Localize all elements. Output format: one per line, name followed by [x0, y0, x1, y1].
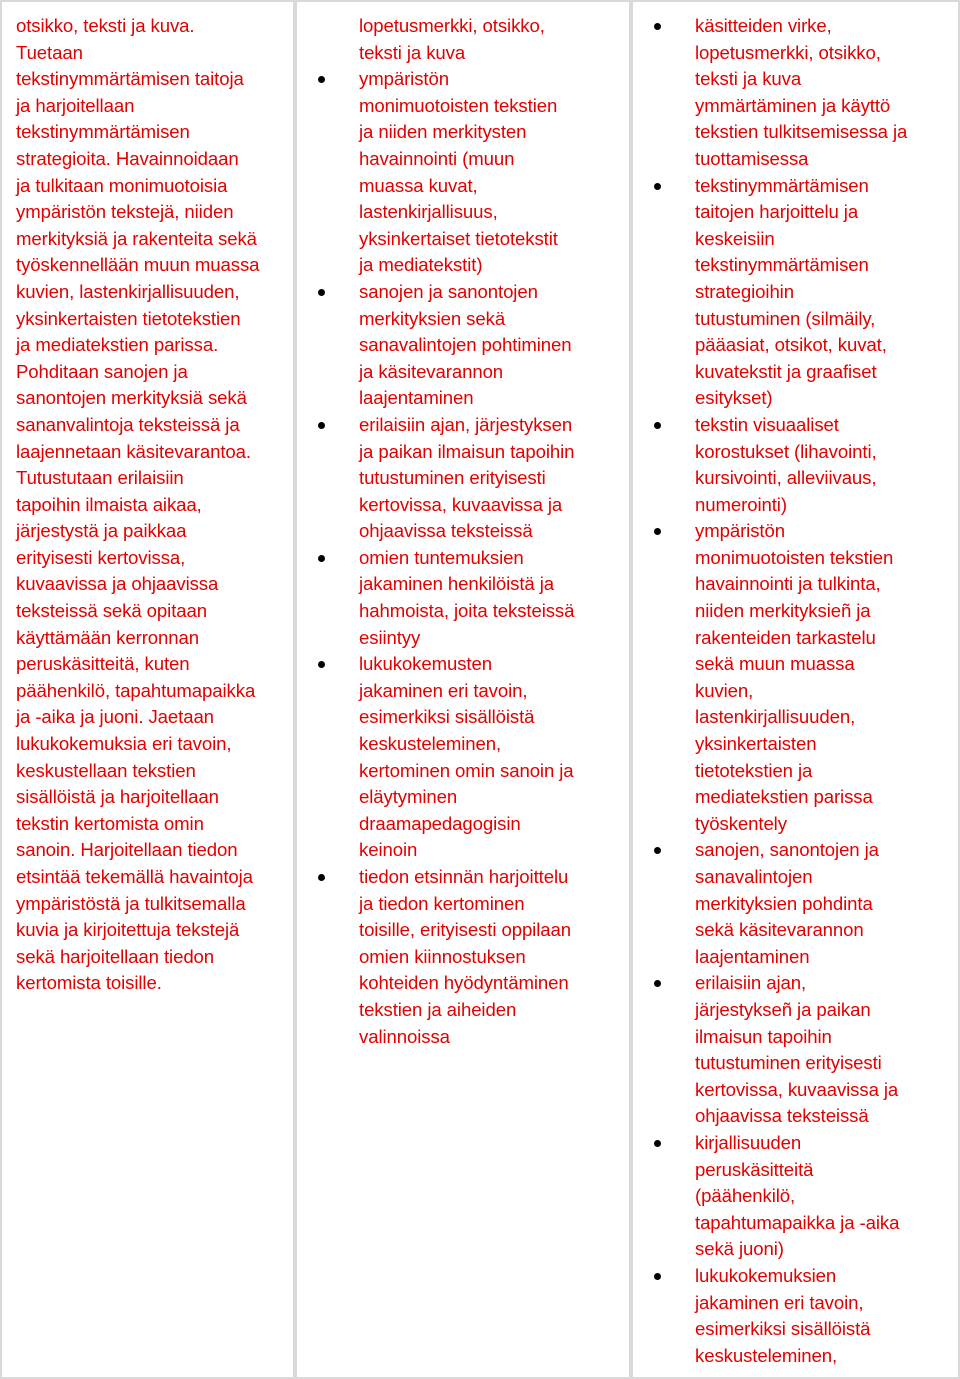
list-item: ympäristön monimuotoisten tekstien havainnointi ja tulkinta, niiden merkityksieñ ja rakenteiden tarkastelu sekä muun muassa kuvien, lastenkirjallisuuden, yksinkertaisten tietotekstien ja mediatekstien parissa työskentely	[645, 518, 952, 837]
list-item: kirjallisuuden peruskäsitteitä (päähenkilö, tapahtumapaikka ja -aika sekä juoni)	[645, 1130, 952, 1263]
list-item: lukukokemuksien jakaminen eri tavoin, esimerkiksi sisällöistä keskusteleminen,	[645, 1263, 952, 1369]
column-1-description	[2, 2, 293, 1377]
list-item: tekstin visuaaliset korostukset (lihavointi, kursivointi, alleviivaus, numerointi)	[645, 412, 952, 518]
list-item: erilaisiin ajan, järjestykseñ ja paikan ilmaisun tapoihin tutustuminen erityisesti kertovissa, kuvaavissa ja ohjaavissa teksteissä	[645, 970, 952, 1130]
column-3-content-list	[629, 2, 958, 1377]
list-item: ympäristön monimuotoisten tekstien ja niiden merkitysten havainnointi (muun muassa kuvat, lastenkirjallisuus, yksinkertaiset tietotekstit ja mediatekstit)	[309, 66, 621, 279]
continuation-text: lopetusmerkki, otsikko, teksti ja kuva	[359, 15, 545, 63]
list-item: erilaisiin ajan, järjestyksen ja paikan ilmaisun tapoihin tutustuminen erityisesti kertovissa, kuvaavissa ja ohjaavissa teksteissä	[309, 412, 621, 545]
description-paragraph: otsikko, teksti ja kuva. Tuetaan tekstinymmärtämisen taitoja ja harjoitellaan tekstinymmärtämisen strategioita. Havainnoidaan ja tulkitaan monimuotoisia ympäristön tekstejä, niiden merkityksiä ja rakenteita sekä työskennellään muun muassa kuvien, lastenkirjallisuuden, yksinkertaisten tietotekstien ja mediatekstien parissa. Pohditaan sanojen ja sanontojen merkityksiä sekä sananvalintoja teksteissä ja laajennetaan käsitevarantoa. Tutustutaan erilaisiin tapoihin ilmaista aikaa, järjestystä ja paikkaa erityisesti kertovissa, kuvaavissa ja ohjaavissa teksteissä sekä opitaan käyttämään kerronnan peruskäsitteitä, kuten päähenkilö, tapahtumapaikka ja -aika ja juoni. Jaetaan lukukokemuksia eri tavoin, keskustellaan tekstien sisällöistä ja harjoitellaan tekstin kertomista omin sanoin. Harjoitellaan tiedon etsintää tekemällä havaintoja ympäristöstä ja tulkitsemalla kuvia ja kirjoitettuja tekstejä sekä harjoitellaan tiedon kertomista toisille.	[16, 15, 260, 994]
column-2-content-list	[293, 2, 629, 1377]
list-item: käsitteiden virke, lopetusmerkki, otsikko, teksti ja kuva ymmärtäminen ja käyttö tekstien tulkitsemisessa ja tuottamisessa	[645, 13, 952, 173]
list-item: lukukokemusten jakaminen eri tavoin, esimerkiksi sisällöistä keskusteleminen, kertominen omin sanoin ja eläytyminen draamapedagogisin keinoin	[309, 651, 621, 864]
list-item: tiedon etsinnän harjoittelu ja tiedon kertominen toisille, erityisesti oppilaan omien kiinnostuksen kohteiden hyödyntäminen tekstien ja aiheiden valinnoissa	[309, 864, 621, 1050]
bullet-list	[645, 13, 952, 1369]
list-item: omien tuntemuksien jakaminen henkilöistä ja hahmoista, joita teksteissä esiintyy	[309, 545, 621, 651]
bullet-list	[309, 66, 621, 1050]
list-item: tekstinymmärtämisen taitojen harjoittelu ja keskeisiin tekstinymmärtämisen strategioihin tutustuminen (silmäily, pääasiat, otsikot, kuvat, kuvatekstit ja graafiset esitykset)	[645, 173, 952, 412]
list-item: sanojen, sanontojen ja sanavalintojen merkityksien pohdinta sekä käsitevarannon laajentaminen	[645, 837, 952, 970]
list-item: sanojen ja sanontojen merkityksien sekä sanavalintojen pohtiminen ja käsitevarannon laajentaminen	[309, 279, 621, 412]
